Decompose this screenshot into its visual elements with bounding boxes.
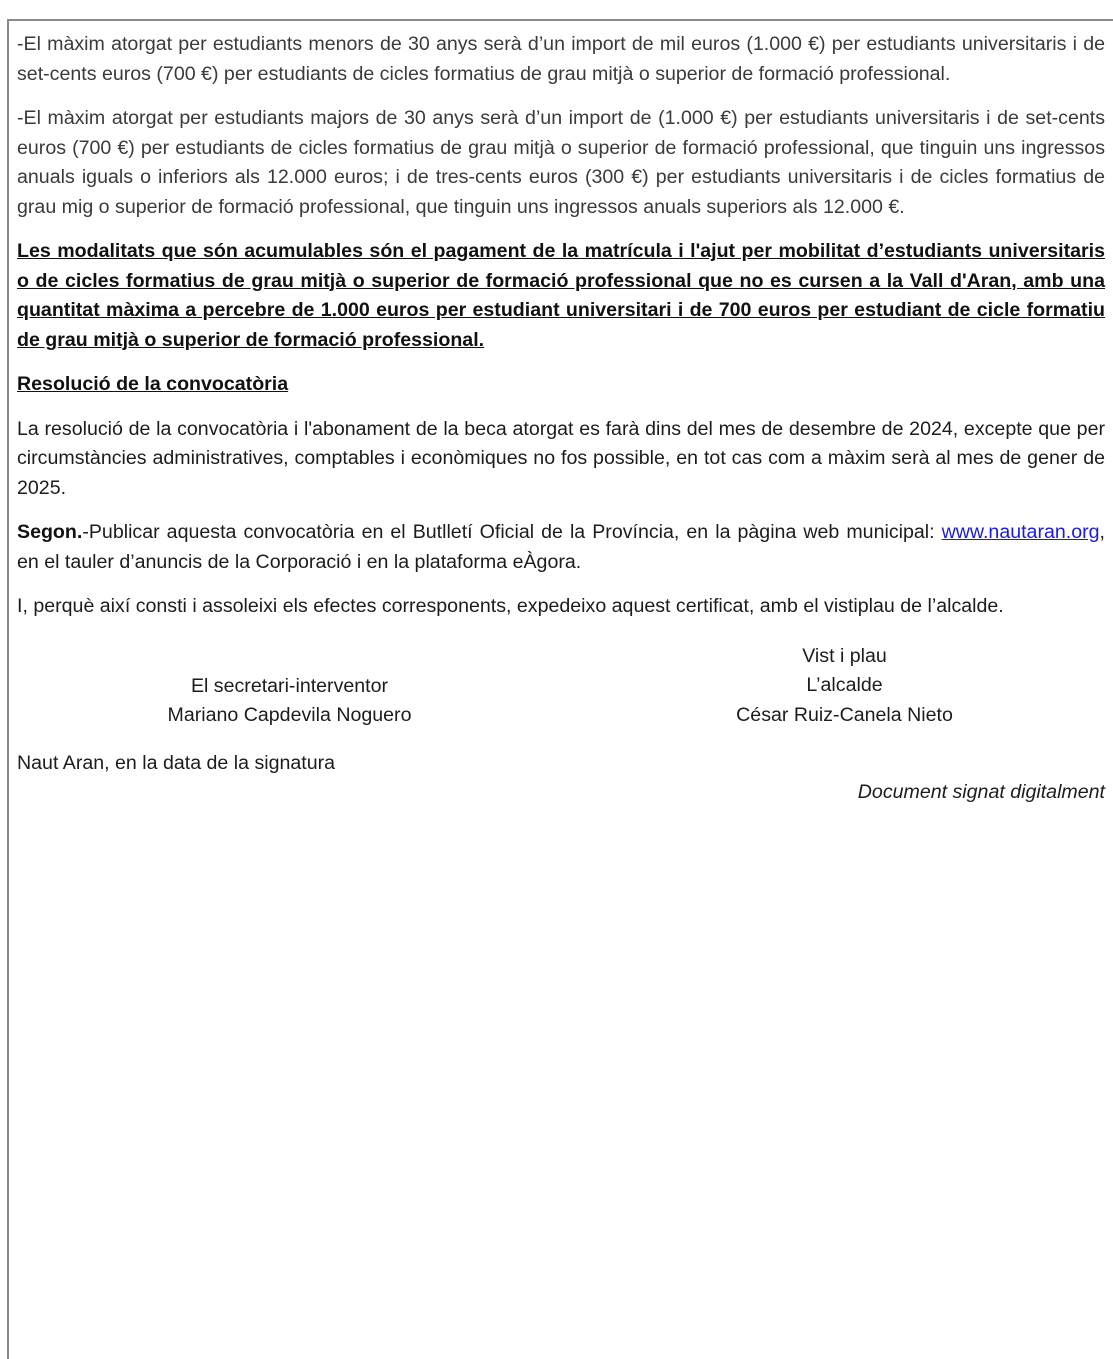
paragraph-certificate: I, perquè així consti i assoleixi els efectes corresponents, expedeixo aquest certificat, amb el vistiplau de l’alcalde. [17, 595, 1004, 617]
publication-text-tail: , en el tauler d’anuncis de la Corporació i en la plataforma eÀgora. [17, 521, 1105, 573]
paragraph-under-30-max: -El màxim atorgat per estudiants menors de 30 anys serà d’un import de mil euros (1.000 €) per estudiants universitaris i de set-cents euros (700 €) per estudiants de cicles formatius de grau mitjà o superior de formació professional. [17, 33, 1105, 85]
heading-resolution: Resolució de la convocatòria [17, 373, 289, 395]
secretary-role: El secretari-interventor [190, 674, 389, 697]
paragraph-over-30-max: -El màxim atorgat per estudiants majors de 30 anys serà d’un import de (1.000 €) per estudiants universitaris i de set-cents euros (700 €) per estudiants de cicles formatius de grau mitjà o superior de formació professional, que tinguin uns ingressos anuals iguals o inferiors als 12.000 euros; i de tres-cents euros (300 €) per estudiants universitaris i de cicles formatius de grau mig o superior de formació professional, que tinguin uns ingressos anuals superiors als 12.000 €. [17, 107, 1105, 218]
signature-block [17, 642, 1105, 737]
document-body [17, 30, 1105, 808]
mayor-role: L’alcalde [806, 674, 883, 696]
mayor-approval: Vist i plau [802, 644, 887, 667]
publication-text: -Publicar aquesta convocatòria en el Butlletí Oficial de la Província, en la pàgina web municipal: [82, 521, 942, 543]
signature-secretary [107, 672, 472, 731]
paragraph-publication [17, 518, 1105, 577]
digital-signature-note: Document signat digitalment [857, 781, 1105, 803]
mayor-name: César Ruiz-Canela Nieto [736, 703, 953, 726]
paragraph-resolution: La resolució de la convocatòria i l'abonament de la beca atorgat es farà dins del mes de desembre de 2024, excepte que per circumstàncies administratives, comptables i econòmiques no fos possible, en tot cas com a màxim serà al mes de gener de 2025. [17, 417, 1105, 499]
signature-mayor [672, 642, 1017, 731]
place-and-date: Naut Aran, en la data de la signatura [17, 751, 336, 774]
publication-bold-prefix: Segon. [17, 521, 83, 543]
paragraph-accumulable-modalities: Les modalitats que són acumulables són el pagament de la matrícula i l'ajut per mobilitat d’estudiants universitaris o de cicles formatius de grau mitjà o superior de formació professional que no es cursen a la Vall d'Aran, amb una quantitat màxima a percebre de 1.000 euros per estudiant universitari i de 700 euros per estudiant de cicle formatiu de grau mitjà o superior de formació professional. [17, 240, 1105, 351]
secretary-name: Mariano Capdevila Noguero [167, 704, 412, 726]
municipal-website-link[interactable]: www.nautaran.org [941, 521, 1100, 543]
